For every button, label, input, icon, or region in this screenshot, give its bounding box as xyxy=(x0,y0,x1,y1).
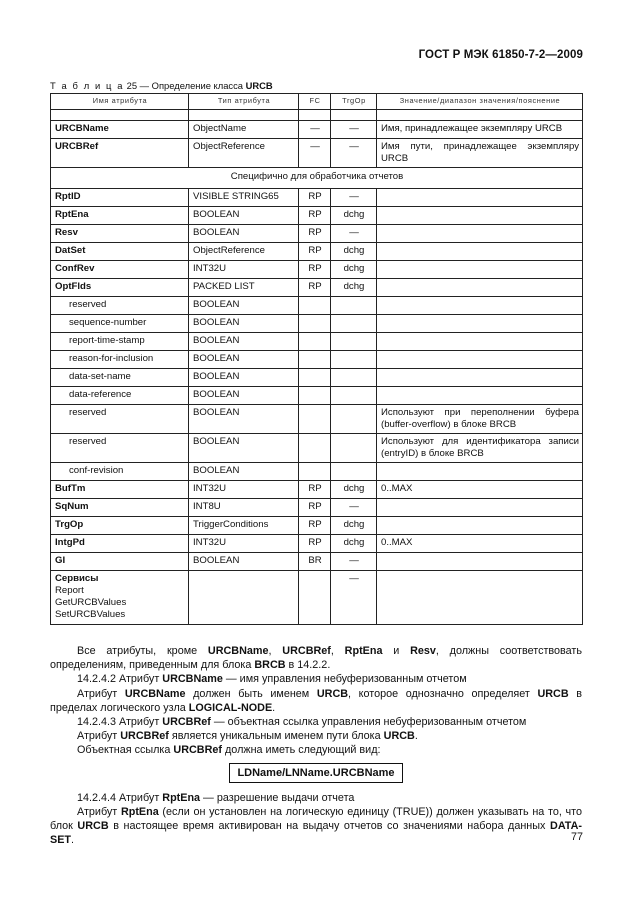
table-row xyxy=(51,535,583,553)
table-row xyxy=(51,481,583,499)
paragraph-4: 14.2.4.3 Атрибут URCBRef — объектная ссылка управления небуферизованным отчетом xyxy=(77,716,527,729)
attr-name: report-time-stamp xyxy=(51,333,189,351)
attr-name: conf-revision xyxy=(51,463,189,481)
table-row xyxy=(51,121,583,139)
formula-box: LDName/LNName.URCBName xyxy=(229,763,402,783)
attr-name: RptID xyxy=(51,189,189,207)
services-row xyxy=(51,571,583,625)
attr-value: Используют для идентификатора записи (entryID) в блоке BRCB xyxy=(377,434,583,463)
table-row xyxy=(51,333,583,351)
attr-trgop: dchg xyxy=(331,481,377,499)
attr-fc: RP xyxy=(299,517,331,535)
attr-name: GI xyxy=(51,553,189,571)
section-row xyxy=(51,168,583,189)
attr-value xyxy=(377,553,583,571)
attr-type: BOOLEAN xyxy=(189,405,299,434)
attr-type: BOOLEAN xyxy=(189,463,299,481)
attr-type: TriggerConditions xyxy=(189,517,299,535)
table-row xyxy=(51,189,583,207)
services-title: Сервисы xyxy=(55,573,99,584)
attr-name: reserved xyxy=(51,405,189,434)
table-row xyxy=(51,297,583,315)
paragraph-5: Атрибут URCBRef является уникальным именем пути блока URCB. xyxy=(77,730,418,743)
attr-trgop: dchg xyxy=(331,207,377,225)
attr-value xyxy=(377,225,583,243)
table-row xyxy=(51,261,583,279)
body-text xyxy=(50,644,582,848)
table-row xyxy=(51,351,583,369)
attr-name: Resv xyxy=(51,225,189,243)
paragraph-2: 14.2.4.2 Атрибут URCBName — имя управления небуферизованным отчетом xyxy=(77,673,467,686)
table-row xyxy=(51,499,583,517)
attr-fc: RP xyxy=(299,499,331,517)
table-row xyxy=(51,553,583,571)
attr-name: IntgPd xyxy=(51,535,189,553)
attr-trgop: dchg xyxy=(331,279,377,297)
table-row xyxy=(51,279,583,297)
attr-type: VISIBLE STRING65 xyxy=(189,189,299,207)
attr-fc: RP xyxy=(299,207,331,225)
attr-value xyxy=(377,189,583,207)
paragraph-1: Все атрибуты, кроме URCBName, URCBRef, RptEna и Resv, должны соответствовать определениям, приведенным для блока BRCB в 14.2.2. xyxy=(50,645,582,672)
attr-type: BOOLEAN xyxy=(189,434,299,463)
table-row xyxy=(51,139,583,168)
attr-type: BOOLEAN xyxy=(189,387,299,405)
attr-trgop: — xyxy=(331,189,377,207)
attr-type: BOOLEAN xyxy=(189,553,299,571)
attr-fc: RP xyxy=(299,535,331,553)
service-item: Report xyxy=(55,585,84,596)
attr-type: ObjectReference xyxy=(189,243,299,261)
attr-trgop: — xyxy=(331,499,377,517)
attr-fc: BR xyxy=(299,553,331,571)
attr-name: URCBName xyxy=(51,121,189,139)
attr-type: BOOLEAN xyxy=(189,315,299,333)
table-row xyxy=(51,434,583,463)
table-caption xyxy=(50,80,273,91)
attr-name: data-set-name xyxy=(51,369,189,387)
attr-fc: RP xyxy=(299,225,331,243)
attr-trgop: dchg xyxy=(331,517,377,535)
attr-fc: — xyxy=(299,121,331,139)
table-row xyxy=(51,243,583,261)
attr-trgop: — xyxy=(331,553,377,571)
attr-name: SqNum xyxy=(51,499,189,517)
attr-type: BOOLEAN xyxy=(189,333,299,351)
attr-name: ConfRev xyxy=(51,261,189,279)
table-row xyxy=(51,387,583,405)
caption-prefix: Т а б л и ц а xyxy=(50,80,125,91)
attr-fc: RP xyxy=(299,243,331,261)
urcb-class-table xyxy=(50,93,583,625)
attr-type: BOOLEAN xyxy=(189,351,299,369)
paragraph-8: Атрибут RptEna (если он установлен на логическую единицу (TRUE)) должен указывать на то, что блок URCB в настоящее время активирован на выдачу отчетов со значениями набора данных DATA-SET. xyxy=(50,806,582,847)
attr-name: RptEna xyxy=(51,207,189,225)
paragraph-3: Атрибут URCBName должен быть именем URCB, которое однозначно определяет URCB в пределах логического узла LOGICAL-NODE. xyxy=(50,687,582,714)
paragraph-7: 14.2.4.4 Атрибут RptEna — разрешение выдачи отчета xyxy=(77,791,355,804)
services-cell xyxy=(51,571,189,625)
attr-type: INT32U xyxy=(189,535,299,553)
attr-fc: RP xyxy=(299,189,331,207)
table-row xyxy=(51,517,583,535)
attr-fc: RP xyxy=(299,279,331,297)
attr-name: BufTm xyxy=(51,481,189,499)
header-attr-type: Тип атрибута xyxy=(189,94,299,110)
document-header: ГОСТ Р МЭК 61850-7-2—2009 xyxy=(418,49,583,61)
table-row xyxy=(51,405,583,434)
attr-fc: RP xyxy=(299,261,331,279)
paragraph-6: Объектная ссылка URCBRef должна иметь следующий вид: xyxy=(77,744,381,757)
service-item: GetURCBValues xyxy=(55,597,127,608)
attr-type: PACKED LIST xyxy=(189,279,299,297)
attr-name: OptFlds xyxy=(51,279,189,297)
header-value: Значение/диапазон значения/пояснение xyxy=(377,94,583,110)
attr-fc: — xyxy=(299,139,331,168)
attr-name: DatSet xyxy=(51,243,189,261)
table-row xyxy=(51,463,583,481)
attr-type: BOOLEAN xyxy=(189,369,299,387)
header-attr-name: Имя атрибута xyxy=(51,94,189,110)
attr-type: BOOLEAN xyxy=(189,297,299,315)
attr-trgop: — xyxy=(331,571,377,625)
attr-trgop: dchg xyxy=(331,243,377,261)
table-spacer-row xyxy=(51,110,583,121)
attr-type: BOOLEAN xyxy=(189,207,299,225)
attr-fc: RP xyxy=(299,481,331,499)
header-fc: FC xyxy=(299,94,331,110)
attr-name: reason-for-inclusion xyxy=(51,351,189,369)
attr-type: BOOLEAN xyxy=(189,225,299,243)
header-trgop: TrgOp xyxy=(331,94,377,110)
page-number: 77 xyxy=(570,831,583,843)
attr-type: INT32U xyxy=(189,261,299,279)
attr-name: reserved xyxy=(51,297,189,315)
caption-text: 25 — Определение класса xyxy=(124,80,246,91)
attr-type: INT32U xyxy=(189,481,299,499)
caption-class: URCB xyxy=(245,80,273,91)
attr-value xyxy=(377,499,583,517)
attr-value xyxy=(377,207,583,225)
attr-value xyxy=(377,261,583,279)
table-row xyxy=(51,315,583,333)
service-item: SetURCBValues xyxy=(55,609,126,620)
formula-box-wrap xyxy=(50,763,582,783)
attr-trgop: — xyxy=(331,225,377,243)
attr-name: URCBRef xyxy=(51,139,189,168)
attr-value xyxy=(377,517,583,535)
attr-name: data-reference xyxy=(51,387,189,405)
section-title: Специфично для обработчика отчетов xyxy=(51,168,583,189)
table-row xyxy=(51,207,583,225)
attr-trgop: — xyxy=(331,121,377,139)
attr-type: ObjectName xyxy=(189,121,299,139)
attr-value: 0..MAX xyxy=(377,535,583,553)
attr-value: Имя пути, принадлежащее экземпляру URCB xyxy=(377,139,583,168)
attr-type: INT8U xyxy=(189,499,299,517)
attr-trgop: — xyxy=(331,139,377,168)
attr-trgop: dchg xyxy=(331,261,377,279)
attr-type: ObjectReference xyxy=(189,139,299,168)
table-header-row xyxy=(51,94,583,110)
attr-value xyxy=(377,279,583,297)
attr-value: 0..MAX xyxy=(377,481,583,499)
attr-name: reserved xyxy=(51,434,189,463)
table-row xyxy=(51,369,583,387)
attr-value: Используют при переполнении буфера (buffer-overflow) в блоке BRCB xyxy=(377,405,583,434)
attr-trgop: dchg xyxy=(331,535,377,553)
table-row xyxy=(51,225,583,243)
attr-name: TrgOp xyxy=(51,517,189,535)
attr-value: Имя, принадлежащее экземпляру URCB xyxy=(377,121,583,139)
attr-name: sequence-number xyxy=(51,315,189,333)
attr-value xyxy=(377,243,583,261)
